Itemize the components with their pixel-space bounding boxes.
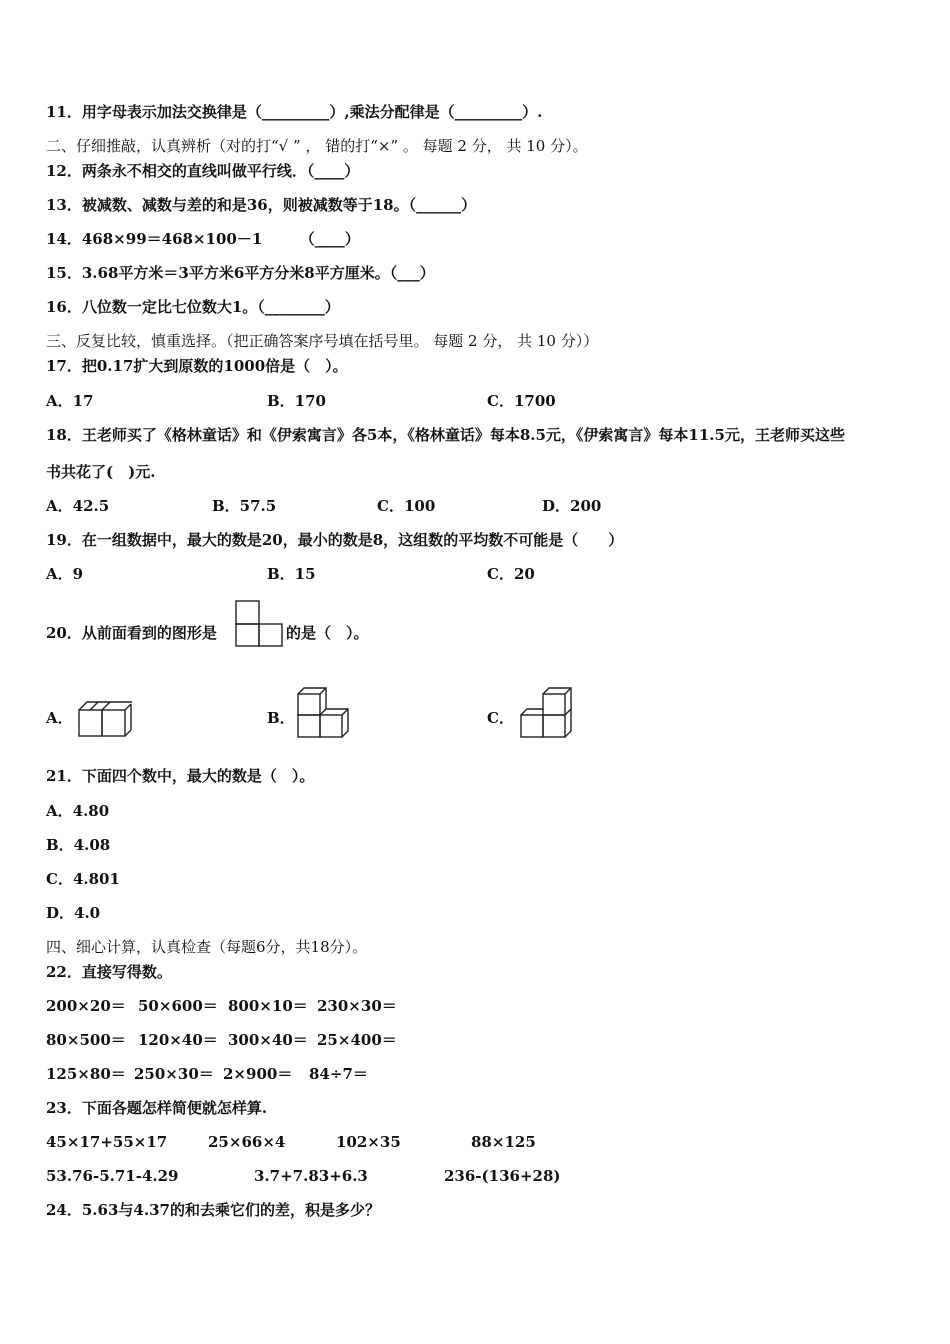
question-20-stem-pre: 20．从前面看到的图形是 xyxy=(46,624,217,642)
question-14: 14．468×99＝468×100－1 （____） xyxy=(46,230,360,248)
question-11: 11．用字母表示加法交换律是（_________）,乘法分配律是（_________）. xyxy=(46,103,543,121)
q22-r2-c4: 25×400＝ xyxy=(317,1031,397,1049)
q22-r3-c3: 2×900＝ xyxy=(223,1065,293,1083)
question-19-stem: 19．在一组数据中，最大的数是20，最小的数是8，这组数的平均数不可能是（ ） xyxy=(46,531,624,549)
q18-option-c: C．100 xyxy=(377,497,436,515)
q19-option-a: A．9 xyxy=(46,565,84,583)
question-13: 13．被减数、减数与差的和是36，则被减数等于18。（______） xyxy=(46,196,477,214)
question-23-stem: 23．下面各题怎样简便就怎样算. xyxy=(46,1099,268,1117)
question-12: 12．两条永不相交的直线叫做平行线．（____） xyxy=(46,162,360,180)
q23-r2-c1: 53.76-5.71-4.29 xyxy=(46,1167,179,1185)
q19-option-c: C．20 xyxy=(487,565,535,583)
question-16: 16．八位数一定比七位数大1。（________） xyxy=(46,298,340,316)
q21-option-d: D．4.0 xyxy=(46,904,101,922)
q22-r2-c1: 80×500＝ xyxy=(46,1031,126,1049)
question-15: 15．3.68平方米＝3平方米6平方分米8平方厘米。（___） xyxy=(46,264,435,282)
q23-r1-c4: 88×125 xyxy=(471,1133,536,1151)
section-4-heading: 四、细心计算，认真检查（每题6分，共18分）。 xyxy=(46,938,368,956)
q22-r2-c3: 300×40＝ xyxy=(228,1031,308,1049)
q20-option-c-cube-figure xyxy=(518,684,576,740)
q21-option-a: A．4.80 xyxy=(46,802,110,820)
q23-r1-c3: 102×35 xyxy=(336,1133,401,1151)
question-21-stem: 21．下面四个数中，最大的数是（ ）。 xyxy=(46,767,315,785)
q17-option-a: A．17 xyxy=(46,392,94,410)
q22-r1-c1: 200×20＝ xyxy=(46,997,126,1015)
q22-r1-c4: 230×30＝ xyxy=(317,997,397,1015)
q23-r2-c2: 3.7+7.83+6.3 xyxy=(254,1167,368,1185)
section-2-heading: 二、仔细推敲，认真辨析（对的打“√ ” ， 错的打“×” 。 每题 2 分， 共 10 分）。 xyxy=(46,137,588,155)
q22-r3-c1: 125×80＝ xyxy=(46,1065,126,1083)
q20-option-a: A． xyxy=(46,709,73,727)
q18-option-d: D．200 xyxy=(542,497,602,515)
q20-option-c: C． xyxy=(487,709,514,727)
q18-option-b: B．57.5 xyxy=(212,497,277,515)
question-17-stem: 17．把0.17扩大到原数的1000倍是（ ）。 xyxy=(46,357,348,375)
q18-option-a: A．42.5 xyxy=(46,497,110,515)
q19-option-b: B．15 xyxy=(267,565,316,583)
q22-r3-c2: 250×30＝ xyxy=(134,1065,214,1083)
front-view-figure xyxy=(234,599,284,649)
q20-option-b: B． xyxy=(267,709,295,727)
q21-option-b: B．4.08 xyxy=(46,836,111,854)
q23-r1-c2: 25×66×4 xyxy=(208,1133,286,1151)
q17-option-c: C．1700 xyxy=(487,392,556,410)
q20-option-b-cube-figure xyxy=(295,684,351,740)
q22-r2-c2: 120×40＝ xyxy=(138,1031,218,1049)
question-18-stem-line2: 书共花了( )元. xyxy=(46,463,156,481)
q21-option-c: C．4.801 xyxy=(46,870,120,888)
question-18-stem-line1: 18．王老师买了《格林童话》和《伊索寓言》各5本，《格林童话》每本8.5元，《伊索寓言》每本11.5元，王老师买这些 xyxy=(46,426,845,444)
question-24: 24．5.63与4.37的和去乘它们的差，积是多少？ xyxy=(46,1201,380,1219)
q22-r1-c2: 50×600＝ xyxy=(138,997,218,1015)
q20-option-a-cube-figure xyxy=(76,696,132,740)
q22-r1-c3: 800×10＝ xyxy=(228,997,308,1015)
section-3-heading: 三、反复比较，慎重选择。（把正确答案序号填在括号里。 每题 2 分， 共 10 分）） xyxy=(46,332,599,350)
q23-r2-c3: 236-(136+28) xyxy=(444,1167,561,1185)
q22-r3-c4: 84÷7＝ xyxy=(309,1065,368,1083)
q17-option-b: B．170 xyxy=(267,392,326,410)
question-22-stem: 22．直接写得数。 xyxy=(46,963,172,981)
question-20-stem-post: 的是（ ）。 xyxy=(286,624,369,642)
q23-r1-c1: 45×17+55×17 xyxy=(46,1133,168,1151)
